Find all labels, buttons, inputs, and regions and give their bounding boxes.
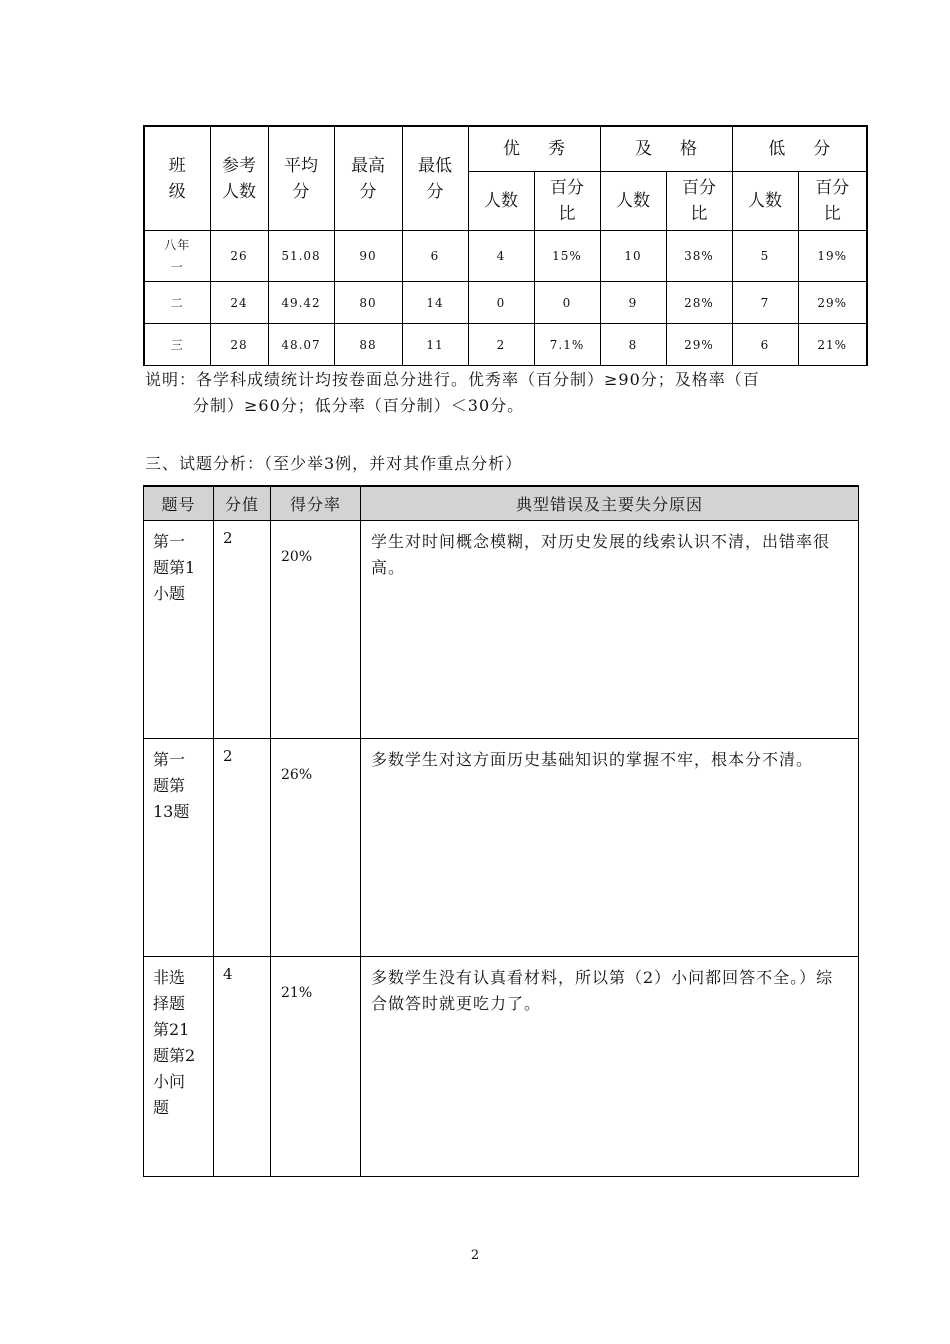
rate-cell: 26% — [271, 739, 361, 957]
header-pass-people: 人数 — [600, 172, 666, 231]
score-statistics-table — [143, 125, 868, 366]
header-excellent-people: 人数 — [468, 172, 534, 231]
header-excellent-percent: 百分 比 — [534, 172, 600, 231]
header-low: 低分 — [732, 126, 867, 172]
count-cell: 28 — [210, 324, 268, 366]
header-pass-percent: 百分 比 — [666, 172, 732, 231]
header-min: 最低 分 — [402, 126, 468, 231]
reason-cell: 多数学生对这方面历史基础知识的掌握不牢，根本分不清。 — [361, 739, 859, 957]
header-pass: 及格 — [600, 126, 732, 172]
header-low-percent: 百分 比 — [798, 172, 867, 231]
statistics-note — [145, 367, 825, 419]
pass-percent-cell: 28% — [666, 282, 732, 324]
question-analysis-table — [143, 485, 859, 1177]
table-row — [144, 231, 867, 282]
header-excellent: 优秀 — [468, 126, 600, 172]
question-cell: 第一 题第1 小题 — [144, 521, 214, 739]
low-count-cell: 5 — [732, 231, 798, 282]
class-cell: 三 — [144, 324, 210, 366]
table-row — [144, 957, 859, 1177]
table-row — [144, 739, 859, 957]
rate-cell: 20% — [271, 521, 361, 739]
min-cell: 6 — [402, 231, 468, 282]
table-row — [144, 521, 859, 739]
pass-count-cell: 9 — [600, 282, 666, 324]
min-cell: 14 — [402, 282, 468, 324]
max-cell: 90 — [334, 231, 402, 282]
header-points: 分值 — [214, 486, 271, 521]
excellent-percent-cell: 7.1% — [534, 324, 600, 366]
excellent-count-cell: 2 — [468, 324, 534, 366]
low-percent-cell: 21% — [798, 324, 867, 366]
reason-cell: 多数学生没有认真看材料，所以第（2）小问都回答不全。）综合做答时就更吃力了。 — [361, 957, 859, 1177]
header-question-number: 题号 — [144, 486, 214, 521]
points-cell: 2 — [214, 521, 271, 739]
pass-percent-cell: 38% — [666, 231, 732, 282]
header-score-rate: 得分率 — [271, 486, 361, 521]
header-class: 班 级 — [144, 126, 210, 231]
excellent-percent-cell: 15% — [534, 231, 600, 282]
reason-cell: 学生对时间概念模糊，对历史发展的线索认识不清，出错率很高。 — [361, 521, 859, 739]
header-average: 平均 分 — [268, 126, 334, 231]
rate-cell: 21% — [271, 957, 361, 1177]
points-cell: 4 — [214, 957, 271, 1177]
low-percent-cell: 29% — [798, 282, 867, 324]
header-max: 最高 分 — [334, 126, 402, 231]
low-count-cell: 7 — [732, 282, 798, 324]
avg-cell: 49.42 — [268, 282, 334, 324]
excellent-percent-cell: 0 — [534, 282, 600, 324]
note-line-1: 说明：各学科成绩统计均按卷面总分进行。优秀率（百分制）≥90分；及格率（百 — [145, 370, 760, 389]
note-line-2: 分制）≥60分；低分率（百分制）＜30分。 — [193, 396, 525, 415]
low-percent-cell: 19% — [798, 231, 867, 282]
header-count: 参考 人数 — [210, 126, 268, 231]
header-error-reason: 典型错误及主要失分原因 — [361, 486, 859, 521]
avg-cell: 48.07 — [268, 324, 334, 366]
header-low-people: 人数 — [732, 172, 798, 231]
pass-percent-cell: 29% — [666, 324, 732, 366]
table-row — [144, 282, 867, 324]
pass-count-cell: 8 — [600, 324, 666, 366]
page-number: 2 — [470, 1248, 480, 1263]
section-title: 三、试题分析：（至少举3例，并对其作重点分析） — [145, 454, 523, 473]
question-cell: 非选 择题 第21 题第2 小问 题 — [144, 957, 214, 1177]
excellent-count-cell: 0 — [468, 282, 534, 324]
count-cell: 24 — [210, 282, 268, 324]
pass-count-cell: 10 — [600, 231, 666, 282]
low-count-cell: 6 — [732, 324, 798, 366]
class-cell: 八年 一 — [144, 231, 210, 282]
max-cell: 88 — [334, 324, 402, 366]
points-cell: 2 — [214, 739, 271, 957]
question-cell: 第一 题第 13题 — [144, 739, 214, 957]
class-cell: 二 — [144, 282, 210, 324]
table-row — [144, 324, 867, 366]
count-cell: 26 — [210, 231, 268, 282]
min-cell: 11 — [402, 324, 468, 366]
excellent-count-cell: 4 — [468, 231, 534, 282]
avg-cell: 51.08 — [268, 231, 334, 282]
max-cell: 80 — [334, 282, 402, 324]
